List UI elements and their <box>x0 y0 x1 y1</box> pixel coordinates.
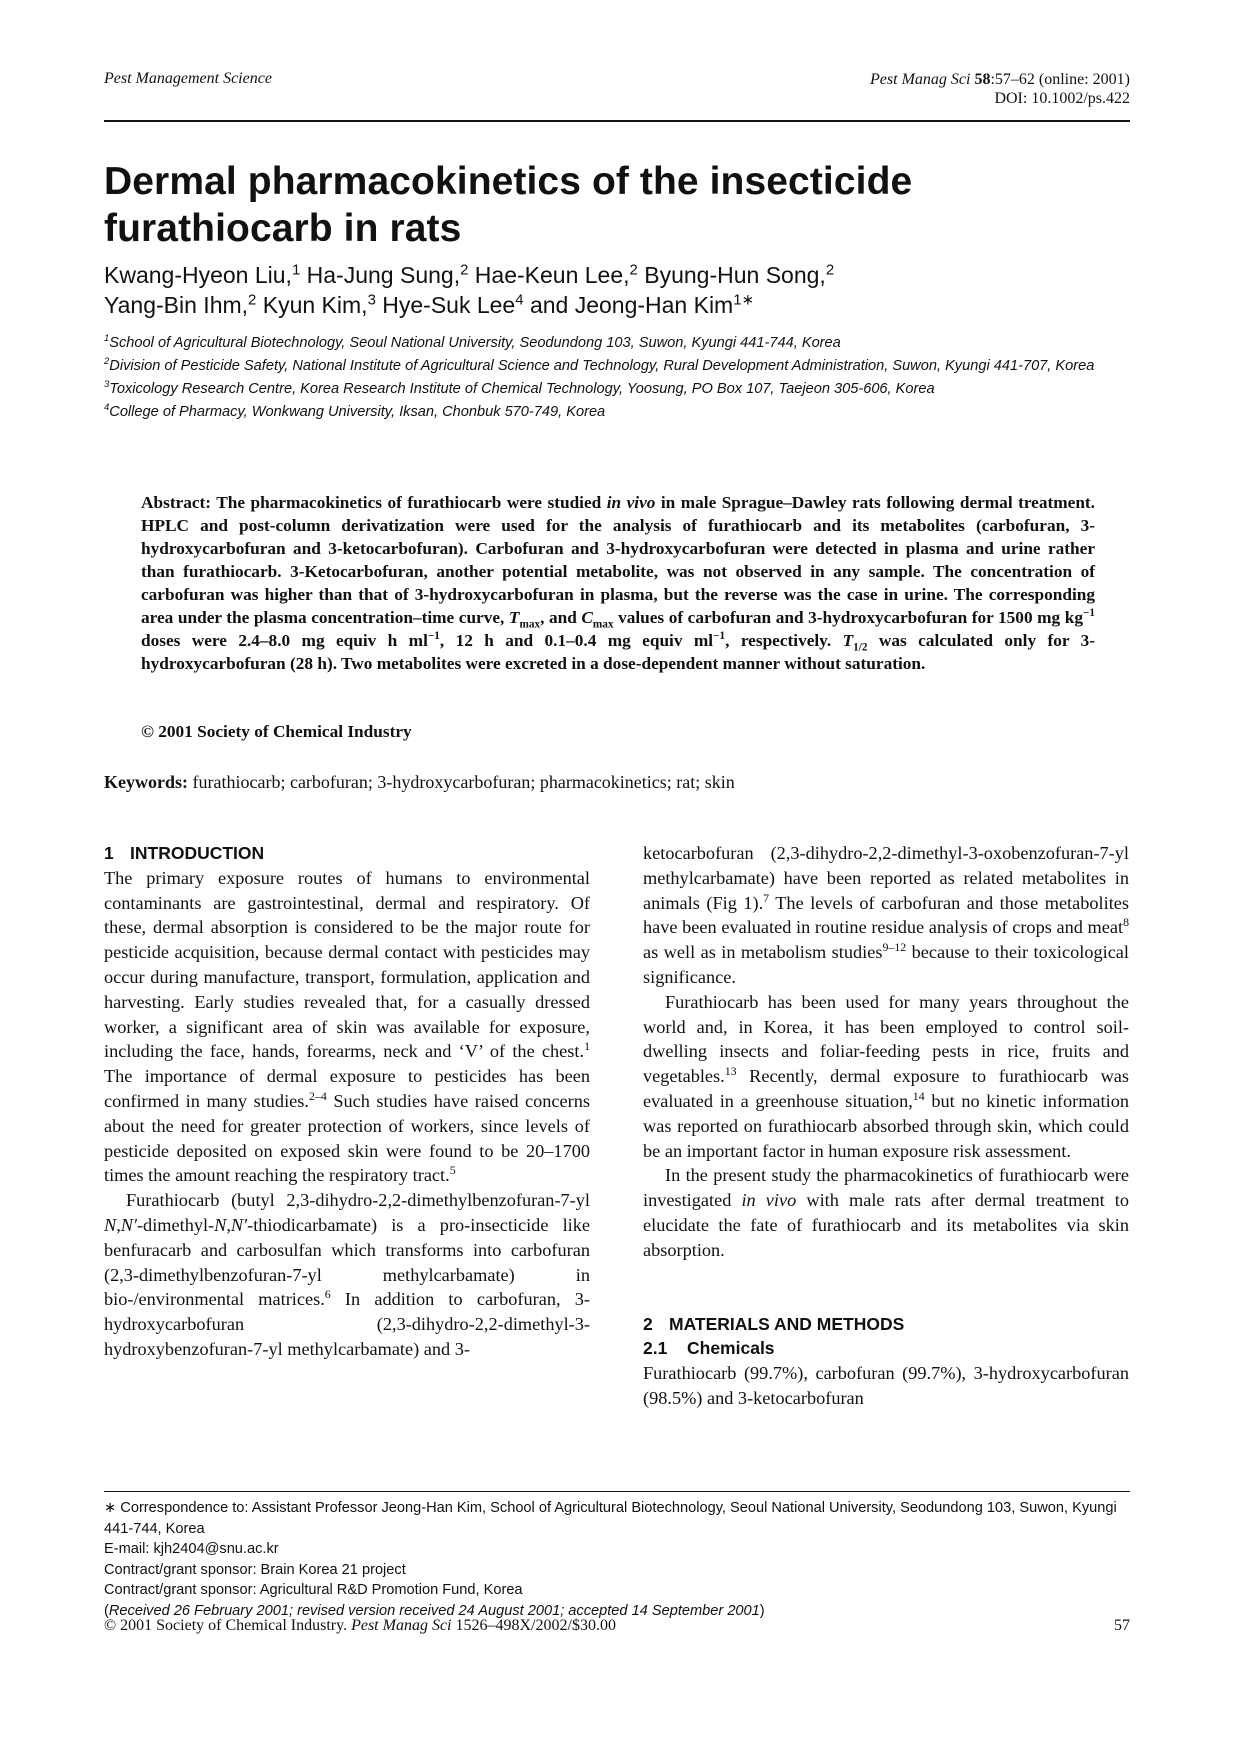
citation-pages: :57–62 (online: 2001) <box>990 71 1130 88</box>
author-list <box>104 260 1134 320</box>
running-header-journal: Pest Management Science <box>104 70 272 87</box>
running-header-citation <box>870 70 1130 108</box>
abstract-copyright: © 2001 Society of Chemical Industry <box>141 722 412 741</box>
affiliation: $^1$School of Agricultural Biotechnology, Seoul National University, Seodundong 103, Suwon, Kyungi 441-744, Korea <box>104 333 841 351</box>
affiliation: $^3$Toxicology Research Centre, Korea Research Institute of Chemical Technology, Yoosung, PO Box 107, Taejeon 305-606, Korea <box>104 379 935 397</box>
sponsor: Contract/grant sponsor: Brain Korea 21 project <box>104 1561 406 1578</box>
body-column-right <box>643 841 1129 1411</box>
author: Yang-Bin Ihm,$^2$ <box>104 291 257 318</box>
doi[interactable]: DOI: 10.1002/ps.422 <box>994 90 1130 107</box>
sponsor: Contract/grant sponsor: Agricultural R&D Promotion Fund, Korea <box>104 1582 523 1598</box>
keywords-label: Keywords: <box>104 772 188 792</box>
affiliation: $^2$Division of Pesticide Safety, National Institute of Agricultural Science and Technology, Rural Development Administration, Suwon, Kyungi 441-707, Korea <box>104 356 1095 374</box>
citation-volume: 58 <box>974 71 991 88</box>
paragraph: The primary exposure routes of humans to environmental contaminants are gastrointestinal, dermal and respiratory. Of these, dermal absorption is considered to be the major route for pesticide acquisition, because dermal contact with pesticides may occur during manufacture, transport, formulation, application and harvesting. Early studies revealed that, for a casually dressed worker, a significant area of skin was available for exposure, including the face, hands, forearms, neck and ‘V’ of the chest.$^1$ The importance of dermal exposure to pesticides has been confirmed in many studies.$^{2-4}$ Such studies have raised concerns about the need for greater protection of workers, since levels of pesticide deposited on exposed skin were found to be 20–1700 times the amount reaching the respiratory tract.$^5$ <box>104 867 590 1186</box>
section-heading-materials-methods: 2 MATERIALS AND METHODS <box>643 1313 905 1334</box>
affiliations <box>104 332 1134 424</box>
article-title: Dermal pharmacokinetics of the insecticide furathiocarb in rats <box>104 160 913 250</box>
author: Ha-Jung Sung,$^2$ <box>306 261 469 288</box>
header-rule <box>104 120 1130 122</box>
email[interactable]: E-mail: kjh2404@snu.ac.kr <box>104 1541 279 1557</box>
citation-journal: Pest Manag Sci <box>870 71 971 88</box>
body-column-left <box>104 841 590 1362</box>
footer-copyright: © 2001 Society of Chemical Industry. Pest Manag Sci 1526–498X/2002/$30.00 <box>104 1617 616 1634</box>
paragraph: In the present study the pharmacokinetics of furathiocarb were investigated in vivo with male rats after dermal treatment to elucidate the fate of furathiocarb and its metabolites via skin absorption. <box>643 1165 1129 1260</box>
paragraph: Furathiocarb has been used for many years throughout the world and, in Korea, it has been employed to control soil-dwelling insects and foliar-feeding pests in rice, fruits and vegetables.$^{13}$ Recently, dermal exposure to furathiocarb was evaluated in a greenhouse situation,$^{14}$ but no kinetic information was reported on furathiocarb absorbed through skin, which could be an important factor in human exposure risk assessment. <box>643 991 1130 1161</box>
abstract: Abstract: The pharmacokinetics of furathiocarb were studied in vivo in male Sprague–Dawley rats following dermal treatment. HPLC and post-column derivatization were used for the analysis of furathiocarb and its metabolites (carbofuran, 3-hydroxycarbofuran and 3-ketocarbofuran). Carbofuran and 3-hydroxycarbofuran were detected in plasma and urine rather than furathiocarb. 3-Ketocarbofuran, another potential metabolite, was not observed in any sample. The concentration of carbofuran was higher than that of 3-hydroxycarbofuran in plasma, but the reverse was the case in urine. The corresponding area under the plasma concentration–time curve, $T_{max}$, and $C_{max}$ values of carbofuran and 3-hydroxycarbofuran for 1500 mg $kg^{-1}$ doses were 2.4–8.0 mg equiv h $ml^{-1}$, 12 h and 0.1–0.4 mg equiv $ml^{-1}$, respectively. $T_{1/2}$ was calculated only for 3-hydroxycarbofuran (28 h). Two metabolites were excreted in a dose-dependent manner without saturation. <box>141 493 1096 673</box>
section-heading-introduction: 1 INTRODUCTION <box>104 843 265 863</box>
author: and Jeong-Han Kim$^{1∗}$ <box>529 291 755 318</box>
keywords-text: furathiocarb; carbofuran; 3-hydroxycarbofuran; pharmacokinetics; rat; skin <box>192 772 735 792</box>
correspondence: ∗ Correspondence to: Assistant Professor Jeong-Han Kim, School of Agricultural Biotechnology, Seoul National University, Seodundong 103, Suwon, Kyungi 441-744, Korea <box>104 1500 1117 1537</box>
paragraph: ketocarbofuran (2,3-dihydro-2,2-dimethyl-3-oxobenzofuran-7-yl methylcarbamate) have been reported as related metabolites in animals (Fig 1).$^7$ The levels of carbofuran and those metabolites have been evaluated in routine residue analysis of crops and meat$^8$ as well as in metabolism studies$^{9-12}$ because to their toxicological significance. <box>643 843 1129 987</box>
page-number: 57 <box>1114 1617 1130 1634</box>
footnote-rule <box>104 1491 1130 1492</box>
subsection-heading-chemicals: 2.1 Chemicals <box>643 1338 775 1359</box>
affiliation: $^4$College of Pharmacy, Wonkwang University, Iksan, Chonbuk 570-749, Korea <box>104 402 606 420</box>
author: Kyun Kim,$^3$ <box>262 291 376 318</box>
paragraph: Furathiocarb (butyl 2,3-dihydro-2,2-dimethylbenzofuran-7-yl N,N′-dimethyl-N,N′-thiodicarbamate) is a pro-insecticide like benfuracarb and carbosulfan which transforms into carbofuran (2,3-dimethylbenzofuran-7-yl methylcarbamate) in bio-/environmental matrices.$^6$ In addition to carbofuran, 3-hydroxycarbofuran (2,3-dihydro-2,2-dimethyl-3-hydroxybenzofuran-7-yl methylcarbamate) and 3- <box>104 1190 590 1359</box>
received-dates: (Received 26 February 2001; revised version received 24 August 2001; accepted 14 September 2001) <box>104 1602 765 1619</box>
paragraph: Furathiocarb (99.7%), carbofuran (99.7%), 3-hydroxycarbofuran (98.5%) and 3-ketocarbofuran <box>643 1363 1129 1408</box>
author: Byung-Hun Song,$^2$ <box>644 261 835 288</box>
author: Hye-Suk Lee$^4$ <box>382 291 524 318</box>
keywords <box>104 772 1134 793</box>
author: Kwang-Hyeon Liu,$^1$ <box>104 261 301 288</box>
footnote <box>104 1498 1134 1621</box>
author: Hae-Keun Lee,$^2$ <box>474 261 638 288</box>
